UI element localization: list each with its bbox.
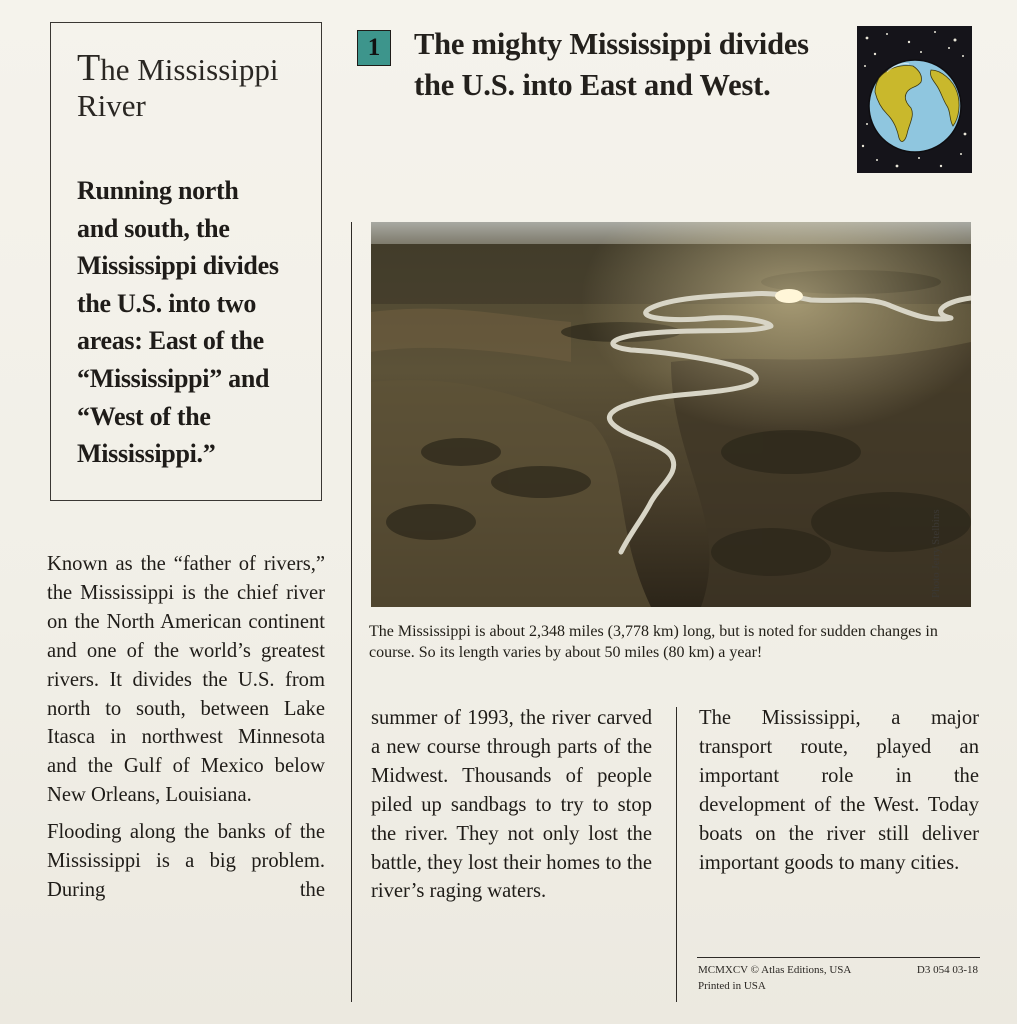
headline [414,24,844,106]
title-line-2: River [77,88,146,123]
footer-printed: Printed in USA [698,980,766,992]
intro-line: the U.S. into two [77,288,257,318]
intro-line: Mississippi divides [77,251,279,281]
left-column [47,550,325,905]
photo-caption: The Mississippi is about 2,348 miles (3,778 km) long, but is noted for sudden changes in course. So its length varies by about 50 miles (80 km) a year! [369,623,938,661]
body-paragraph: Flooding along the banks of the Mississippi is a big problem. During the [47,821,325,901]
column-rule [351,222,352,1002]
title-initial: T [77,47,101,89]
river-photo [371,222,971,607]
footer-rule [697,957,980,958]
headline-line-2: the U.S. into East and West. [414,68,771,102]
intro-line: Mississippi.” [77,439,216,469]
card-title [77,47,317,124]
headline-line-1: The mighty Mississippi divides [414,27,809,61]
column-rule [676,707,677,1002]
intro-line: and south, the [77,213,230,243]
card-number-badge: 1 [357,30,391,66]
intro-line: Running north [77,176,239,205]
photo-credit: Photo Jerry Stelbins [930,509,942,598]
body-paragraph: Known as the “father of rivers,” the Mississippi is the chief river on the North American continent and one of the world’s greatest rivers. It divides the U.S. from north to south, between Lake Itasca in northwest Minnesota and the Gulf of Mexico below New Orleans, Louisiana. [47,553,325,807]
intro-line: “West of the [77,401,211,431]
middle-column [371,704,652,906]
right-column [699,704,979,877]
intro-text [77,172,315,473]
globe-icon [857,26,972,173]
title-line-1: he Mississippi [100,52,279,87]
body-paragraph: The Mississippi, a major transport route, played an important role in the development of the West. Today boats on the river still deliver important goods to many cities. [699,707,979,874]
footer-copyright: MCMXCV © Atlas Editions, USA [698,964,852,976]
footer-code: D3 054 03-18 [916,964,978,976]
intro-line: areas: East of the [77,326,264,356]
intro-line: “Mississippi” and [77,363,270,393]
body-paragraph: summer of 1993, the river carved a new course through parts of the Midwest. Thousands of people piled up sandbags to try to stop the river. They not only lost the battle, they lost their homes to the river’s raging waters. [371,707,652,903]
footer [698,962,980,994]
